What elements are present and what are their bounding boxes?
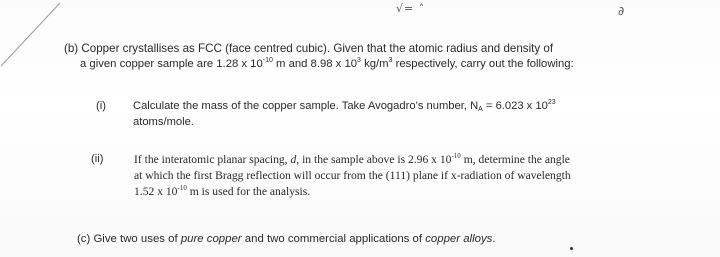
item-ii-line-1: If the interatomic planar spacing, d, in the sample above is 2.96 x $10^{-10}$ m, determine the angle: [134, 152, 570, 166]
stray-dot: [570, 247, 573, 250]
item-ii-line-2: at which the first Bragg reflection will occur from the (111) plane if x-radiation of wavelength: [134, 169, 571, 182]
handwritten-mark-right: ∂: [618, 4, 625, 18]
part-b-label: (b): [64, 42, 79, 55]
item-i-line-2: atoms/mole.: [133, 116, 194, 128]
item-i-line-1: Calculate the mass of the copper sample. Take Avogadro’s number, $N_A = 6.023$ x $10^{23}$: [133, 99, 556, 113]
handwritten-mark-top: √= ˄: [396, 2, 426, 15]
part-c-question: (c) Give two uses of pure copper and two commercial applications of copper alloys.: [77, 233, 496, 245]
part-b-text: Copper crystallises as FCC (face centred cubic). Given that the atomic radius and density of: [81, 42, 554, 55]
part-b-line-2: a given copper sample are 1.28 x $10^{-10}$ m and 8.98 x $10^3$ $kg/m^3$ respectively, carry out the following:: [80, 57, 574, 70]
item-ii-line-3: 1.52 x $10^{-10}$ m is used for the analysis.: [134, 184, 311, 198]
item-i-number: (i): [96, 100, 106, 112]
part-b-heading: [64, 42, 553, 55]
item-ii-number: (ii): [91, 153, 104, 165]
